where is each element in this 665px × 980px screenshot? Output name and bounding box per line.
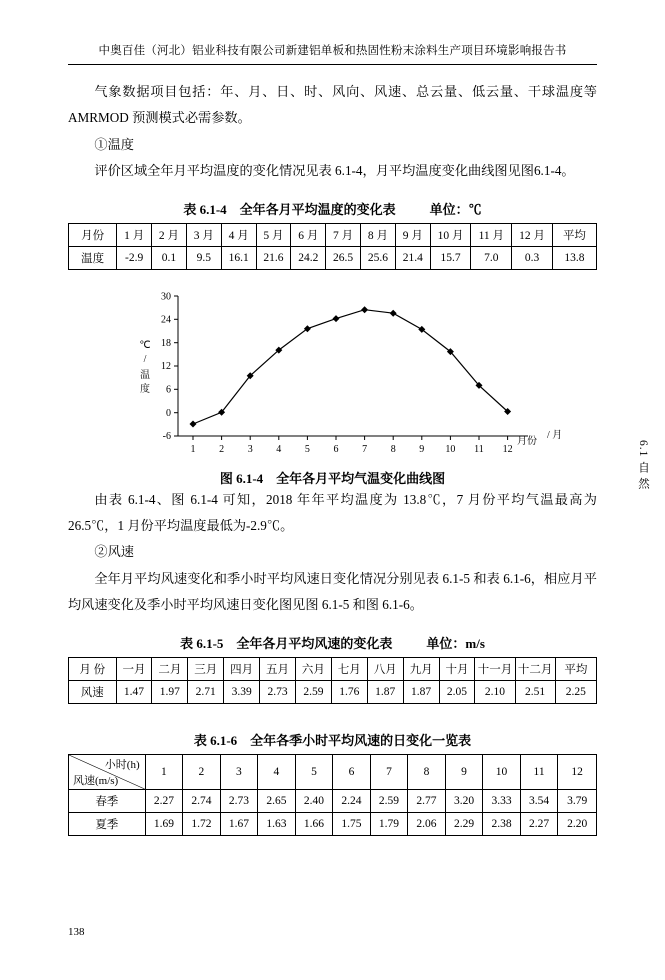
cell: 9.5 [186,246,221,269]
cell: 1.97 [152,680,188,703]
temperature-line-chart-svg [123,286,562,466]
table-row [69,246,597,269]
cell: 11 月 [471,223,512,246]
cell: 2.27 [520,812,558,835]
table-row [69,812,597,835]
cell: 25.6 [361,246,396,269]
cell: 1.79 [370,812,408,835]
cell: 五月 [260,657,296,680]
table-616-caption: 表 6.1-6 全年各季小时平均风速的日变化一览表 [193,732,472,748]
cell: 6 月 [291,223,326,246]
cell: 2.24 [333,789,371,812]
row-label: 春季 [69,789,146,812]
table-615-caption-unit: 单位：m/s [426,635,485,651]
table-monthly-wind-speed [68,657,597,704]
svg-text:℃: ℃ [138,339,151,351]
cell: 8 [408,754,446,789]
cell: 平均 [552,223,596,246]
cell: 2.77 [408,789,446,812]
svg-text:6: 6 [333,443,338,455]
svg-text:-6: -6 [162,430,171,442]
cell: 2.10 [475,680,515,703]
row-label: 夏季 [69,812,146,835]
cell: 2.27 [145,789,183,812]
table-hourly-wind-speed [68,754,597,836]
paragraph-meteorological-data: 气象数据项目包括：年、月、日、时、风向、风速、总云量、低云量、干球温度等AMRMOD 预测模式必需参数。 [68,84,597,126]
svg-text:7: 7 [361,443,367,455]
svg-text:5: 5 [304,443,310,455]
row-label: 月份 [69,223,117,246]
cell: 10 [483,754,521,789]
cell: 3.20 [445,789,483,812]
svg-text:8: 8 [390,443,396,455]
svg-text:6: 6 [165,384,171,396]
cell: 2.06 [408,812,446,835]
cell: 一月 [116,657,152,680]
cell: 1.67 [220,812,258,835]
cell: 26.5 [326,246,361,269]
cell: 四月 [224,657,260,680]
cell: 2.73 [220,789,258,812]
cell: 3.39 [224,680,260,703]
cell: 21.4 [395,246,430,269]
cell: 2.59 [370,789,408,812]
cell: 3.33 [483,789,521,812]
row-label: 月 份 [69,657,117,680]
heading-temperature: ①温度 [94,136,134,152]
cell: 24.2 [291,246,326,269]
cell: 4 [258,754,296,789]
cell: 十一月 [475,657,515,680]
cell: 1.69 [145,812,183,835]
cell: 1.66 [295,812,333,835]
table-615-caption [68,633,597,652]
svg-text:温: 温 [139,369,150,381]
svg-text:30: 30 [160,291,171,303]
side-section-label: 6.1 自 然 [637,440,649,491]
table-614-caption-unit: 单位：℃ [429,201,482,217]
cell: 10 月 [430,223,471,246]
cell: 2.05 [439,680,475,703]
cell: 1.87 [403,680,439,703]
cell: 5 [295,754,333,789]
cell: 11 [520,754,558,789]
heading-wind-speed: ②风速 [94,544,134,560]
cell: 2.73 [260,680,296,703]
cell: 3.54 [520,789,558,812]
cell: 2.29 [445,812,483,835]
cell: 1.47 [116,680,152,703]
table-614-caption [68,199,597,218]
cell: 2 [183,754,221,789]
cell: 2.71 [188,680,224,703]
cell: -2.9 [117,246,152,269]
svg-text:24: 24 [160,314,171,326]
svg-text:4: 4 [275,443,281,455]
row-label: 温度 [69,246,117,269]
svg-text:18: 18 [160,337,171,349]
cell: 15.7 [430,246,471,269]
table-616-corner-header [69,754,146,789]
cell: 16.1 [221,246,256,269]
cell: 平均 [555,657,596,680]
cell: 2.65 [258,789,296,812]
cell: 1.63 [258,812,296,835]
cell: 13.8 [552,246,596,269]
svg-text:12: 12 [160,360,171,372]
cell: 2.40 [295,789,333,812]
cell: 1.87 [367,680,403,703]
table-615-caption-main: 表 6.1-5 全年各月平均风速的变化表 [180,635,393,651]
cell: 6 [333,754,371,789]
svg-text:11: 11 [473,443,484,455]
svg-text:0: 0 [165,407,171,419]
cell: 1 [145,754,183,789]
cell: 0.3 [512,246,553,269]
paragraph-temperature-intro: 评价区域全年月平均温度的变化情况见表 6.1-4，月平均温度变化曲线图见图6.1-4。 [94,163,575,179]
table-header-row [69,754,597,789]
cell: 1.76 [331,680,367,703]
figure-614-caption: 图 6.1-4 全年各月平均气温变化曲线图 [219,470,446,486]
cell: 2 月 [152,223,187,246]
cell: 12 月 [512,223,553,246]
cell: 3 月 [186,223,221,246]
cell: 2.51 [515,680,555,703]
header-windspeed-label: 风速(m/s) [73,774,119,787]
svg-text:9: 9 [418,443,424,455]
cell: 3.79 [558,789,597,812]
cell: 8 月 [361,223,396,246]
cell: 21.6 [256,246,291,269]
cell: 2.38 [483,812,521,835]
svg-text:/ 月: / 月 [546,429,562,441]
svg-text:1: 1 [190,443,195,455]
page-header: 中奥百佳（河北）铝业科技有限公司新建铝单板和热固性粉末涂料生产项目环境影响报告书 [68,42,597,65]
table-monthly-temperature [68,223,597,270]
cell: 2.25 [555,680,596,703]
page-number: 138 [68,926,85,938]
cell: 7 月 [326,223,361,246]
cell: 二月 [152,657,188,680]
cell: 2.20 [558,812,597,835]
cell: 七月 [331,657,367,680]
cell: 7.0 [471,246,512,269]
svg-text:10: 10 [444,443,455,455]
cell: 0.1 [152,246,187,269]
table-row [69,223,597,246]
cell: 十月 [439,657,475,680]
temperature-chart [68,286,597,466]
svg-text:/: / [143,353,146,365]
cell: 9 月 [395,223,430,246]
cell: 5 月 [256,223,291,246]
table-614-caption-main: 表 6.1-4 全年各月平均温度的变化表 [183,201,396,217]
cell: 十二月 [515,657,555,680]
cell: 9 [445,754,483,789]
svg-text:2: 2 [218,443,224,455]
row-label: 风速 [69,680,117,703]
paragraph-wind-intro: 全年月平均风速变化和季小时平均风速日变化情况分别见表 6.1-5 和表 6.1-6，相应月平均风速变化及季小时平均风速日变化图见图 6.1-5 和图 6.1-6。 [68,570,597,613]
cell: 4 月 [221,223,256,246]
table-row [69,657,597,680]
svg-text:3: 3 [247,443,253,455]
cell: 3 [220,754,258,789]
cell: 九月 [403,657,439,680]
cell: 2.74 [183,789,221,812]
table-row [69,789,597,812]
cell: 八月 [367,657,403,680]
header-hour-label: 小时(h) [104,758,140,771]
cell: 1.75 [333,812,371,835]
svg-text:12: 12 [502,443,513,455]
svg-text:月份: 月份 [516,435,537,447]
cell: 1 月 [117,223,152,246]
cell: 六月 [295,657,331,680]
cell: 三月 [188,657,224,680]
document-page [0,42,665,980]
cell: 12 [558,754,597,789]
table-row [69,680,597,703]
cell: 7 [370,754,408,789]
cell: 1.72 [183,812,221,835]
svg-text:度: 度 [139,383,150,395]
cell: 2.59 [295,680,331,703]
paragraph-temperature-summary: 由表 6.1-4、图 6.1-4 可知，2018 年年平均温度为 13.8℃，7 月份平均气温最高为 26.5℃，1 月份平均温度最低为-2.9℃。 [68,491,597,534]
